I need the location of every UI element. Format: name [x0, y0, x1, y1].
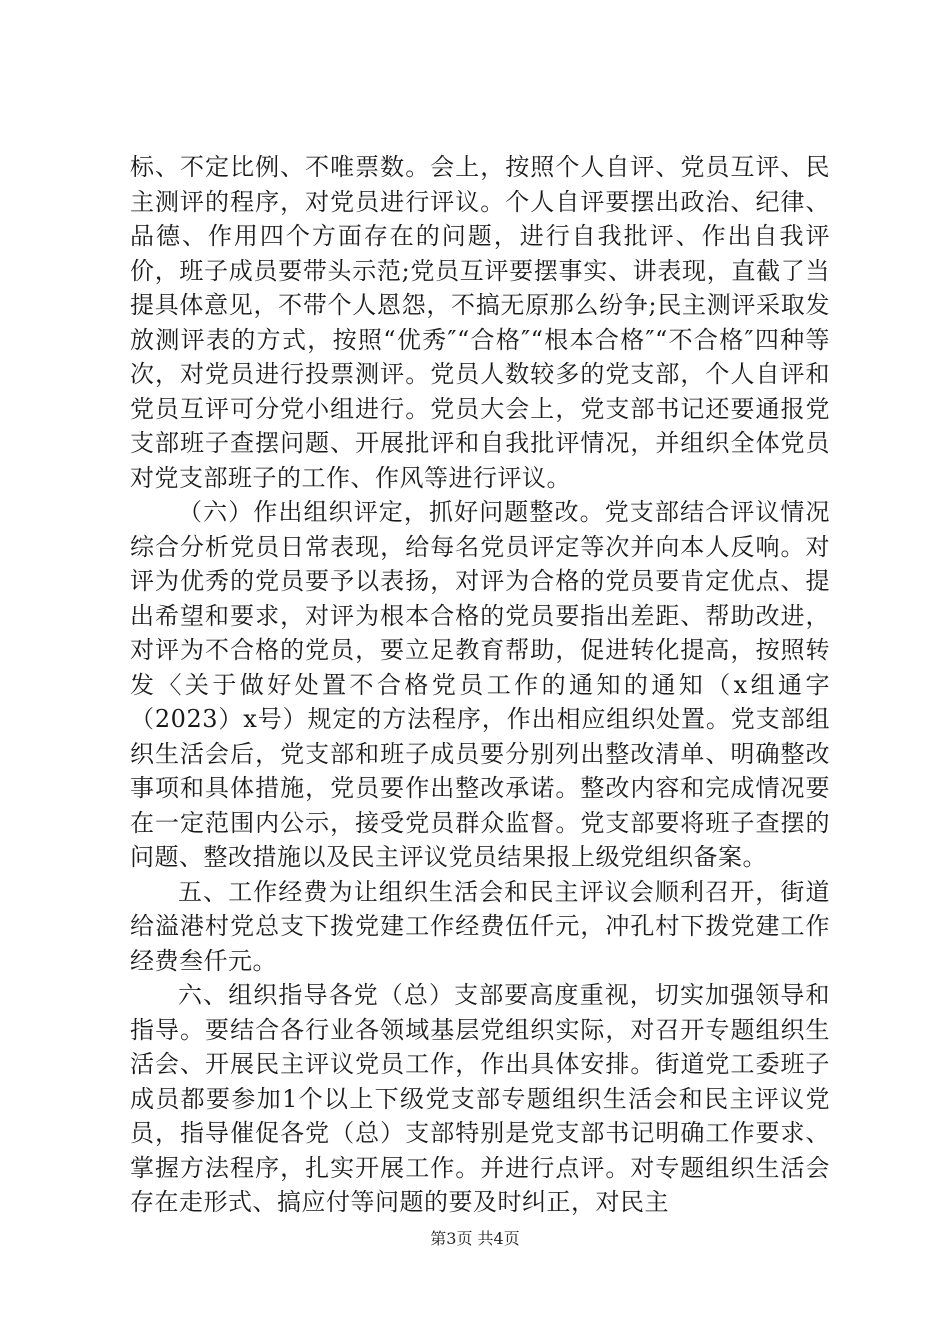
- paragraph-section-6: （六）作出组织评定，抓好问题整改。党支部结合评议情况综合分析党员日常表现，给每名党员评定等次并向本人反响。对评为优秀的党员要予以表扬，对评为合格的党员要肯定优点、提出希望和要求，对评为根本合格的党员要指出差距、帮助改进，对评为不合格的党员，要立足教育帮助，促进转化提高，按照转发〈关于做好处置不合格党员工作的通知的通知（x组通字（2023）x号）规定的方法程序，作出相应组织处置。党支部组织生活会后，党支部和班子成员要分别列出整改清单、明确整改事项和具体措施，党员要作出整改承诺。整改内容和完成情况要在一定范围内公示，接受党员群众监督。党支部要将班子查摆的问题、整改措施以及民主评议党员结果报上级党组织备案。: [130, 498, 830, 871]
- page-footer: 第3页 共4页: [430, 1229, 520, 1248]
- paragraph-organization-guidance: 六、组织指导各党（总）支部要高度重视，切实加强领导和指导。要结合各行业各领域基层党组织实际，对召开专题组织生活会、开展民主评议党员工作，作出具体安排。街道党工委班子成员都要参加1个以上下级党支部专题组织生活会和民主评议党员，指导催促各党（总）支部特别是党支部书记明确工作要求、掌握方法程序，扎实开展工作。并进行点评。对专题组织生活会存在走形式、搞应付等问题的要及时纠正，对民主: [130, 981, 830, 1216]
- document-body: [130, 150, 830, 1220]
- paragraph-continuation: 标、不定比例、不唯票数。会上，按照个人自评、党员互评、民主测评的程序，对党员进行评议。个人自评要摆出政治、纪律、品德、作用四个方面存在的问题，进行自我批评、作出自我评价，班子成员要带头示范;党员互评要摆事实、讲表现，直截了当提具体意见，不带个人恩怨，不搞无原那么纷争;民主测评采取发放测评表的方式，按照“优秀″“合格″“根本合格″“不合格″四种等次，对党员进行投票测评。党员人数较多的党支部，个人自评和党员互评可分党小组进行。党员大会上，党支部书记还要通报党支部班子查摆问题、开展批评和自我批评情况，并组织全体党员对党支部班子的工作、作风等进行评议。: [130, 153, 830, 492]
- paragraph-work-funding: 五、工作经费为让组织生活会和民主评议会顺利召开，街道给溢港村党总支下拨党建工作经费伍仟元，冲孔村下拨党建工作经费叁仟元。: [130, 877, 830, 975]
